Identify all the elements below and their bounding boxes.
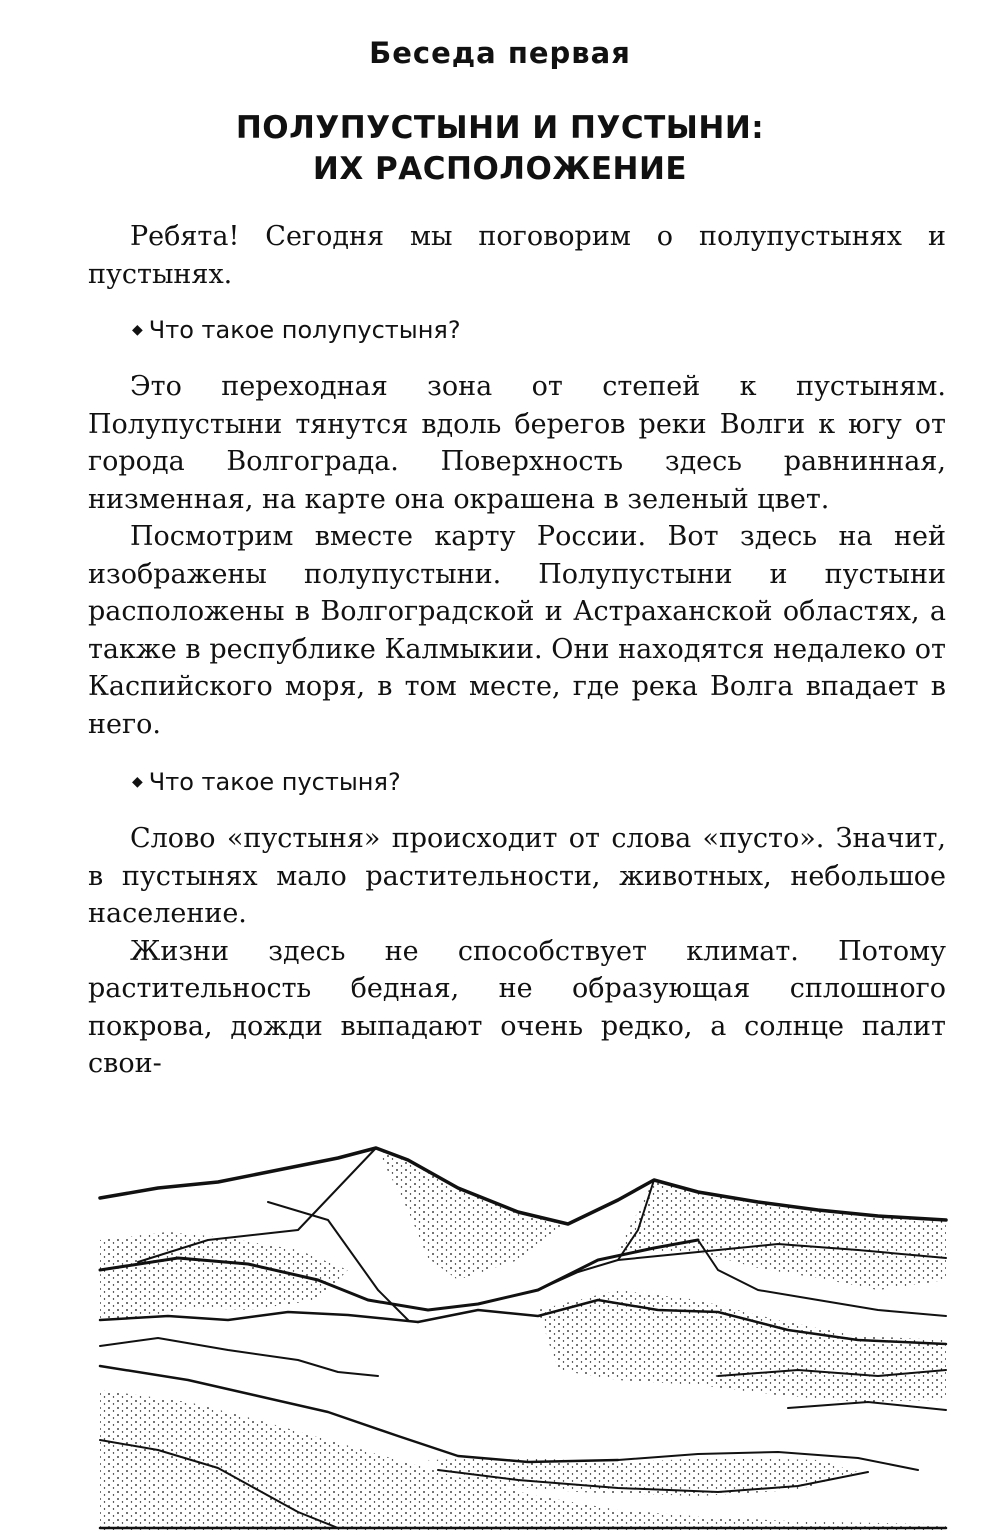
question-1 bbox=[132, 316, 461, 344]
intro-paragraph: Ребята! Сегодня мы поговорим о полупустынях и пустынях. bbox=[88, 221, 946, 290]
answer-1-block bbox=[88, 368, 946, 743]
answer-2-paragraph-1: Слово «пустыня» происходит от слова «пусто». Значит, в пустынях мало растительности, животных, небольшое население. bbox=[88, 823, 946, 929]
intro-block bbox=[88, 218, 946, 293]
chapter-title bbox=[0, 108, 1000, 190]
chapter-label: Беседа первая bbox=[369, 36, 631, 70]
answer-1-paragraph-1: Это переходная зона от степей к пустыням. Полупустыни тянутся вдоль берегов реки Волги к югу от города Волгограда. Поверхность здесь равнинная, низменная, на карте она окрашена в зеленый цвет. bbox=[88, 371, 946, 515]
question-1-text: Что такое полупустыня? bbox=[148, 316, 461, 344]
chapter-title-line-2: ИХ РАСПОЛОЖЕНИЕ bbox=[312, 151, 688, 187]
chapter-title-line-1: ПОЛУПУСТЫНИ И ПУСТЫНИ: bbox=[235, 110, 765, 146]
question-2 bbox=[132, 768, 401, 796]
answer-2-paragraph-2: Жизни здесь не способствует климат. Потому растительность бедная, не образующая сплошного покрова, дожди выпадают очень редко, а солнце палит свои- bbox=[88, 935, 946, 1079]
diamond-bullet-icon: ◆ bbox=[132, 774, 143, 790]
answer-2-block bbox=[88, 820, 946, 1083]
answer-1-paragraph-2: Посмотрим вместе карту России. Вот здесь на ней изображены полупустыни. Полупустыни и пустыни расположены в Волгоградской и Астраханской областях, а также в республике Калмыкии. Они находятся недалеко от Каспийского моря, в том месте, где река Волга впадает в него. bbox=[88, 521, 946, 740]
question-2-text: Что такое пустыня? bbox=[148, 768, 401, 796]
diamond-bullet-icon: ◆ bbox=[132, 322, 143, 338]
desert-dunes-drawing-icon bbox=[98, 1140, 948, 1530]
